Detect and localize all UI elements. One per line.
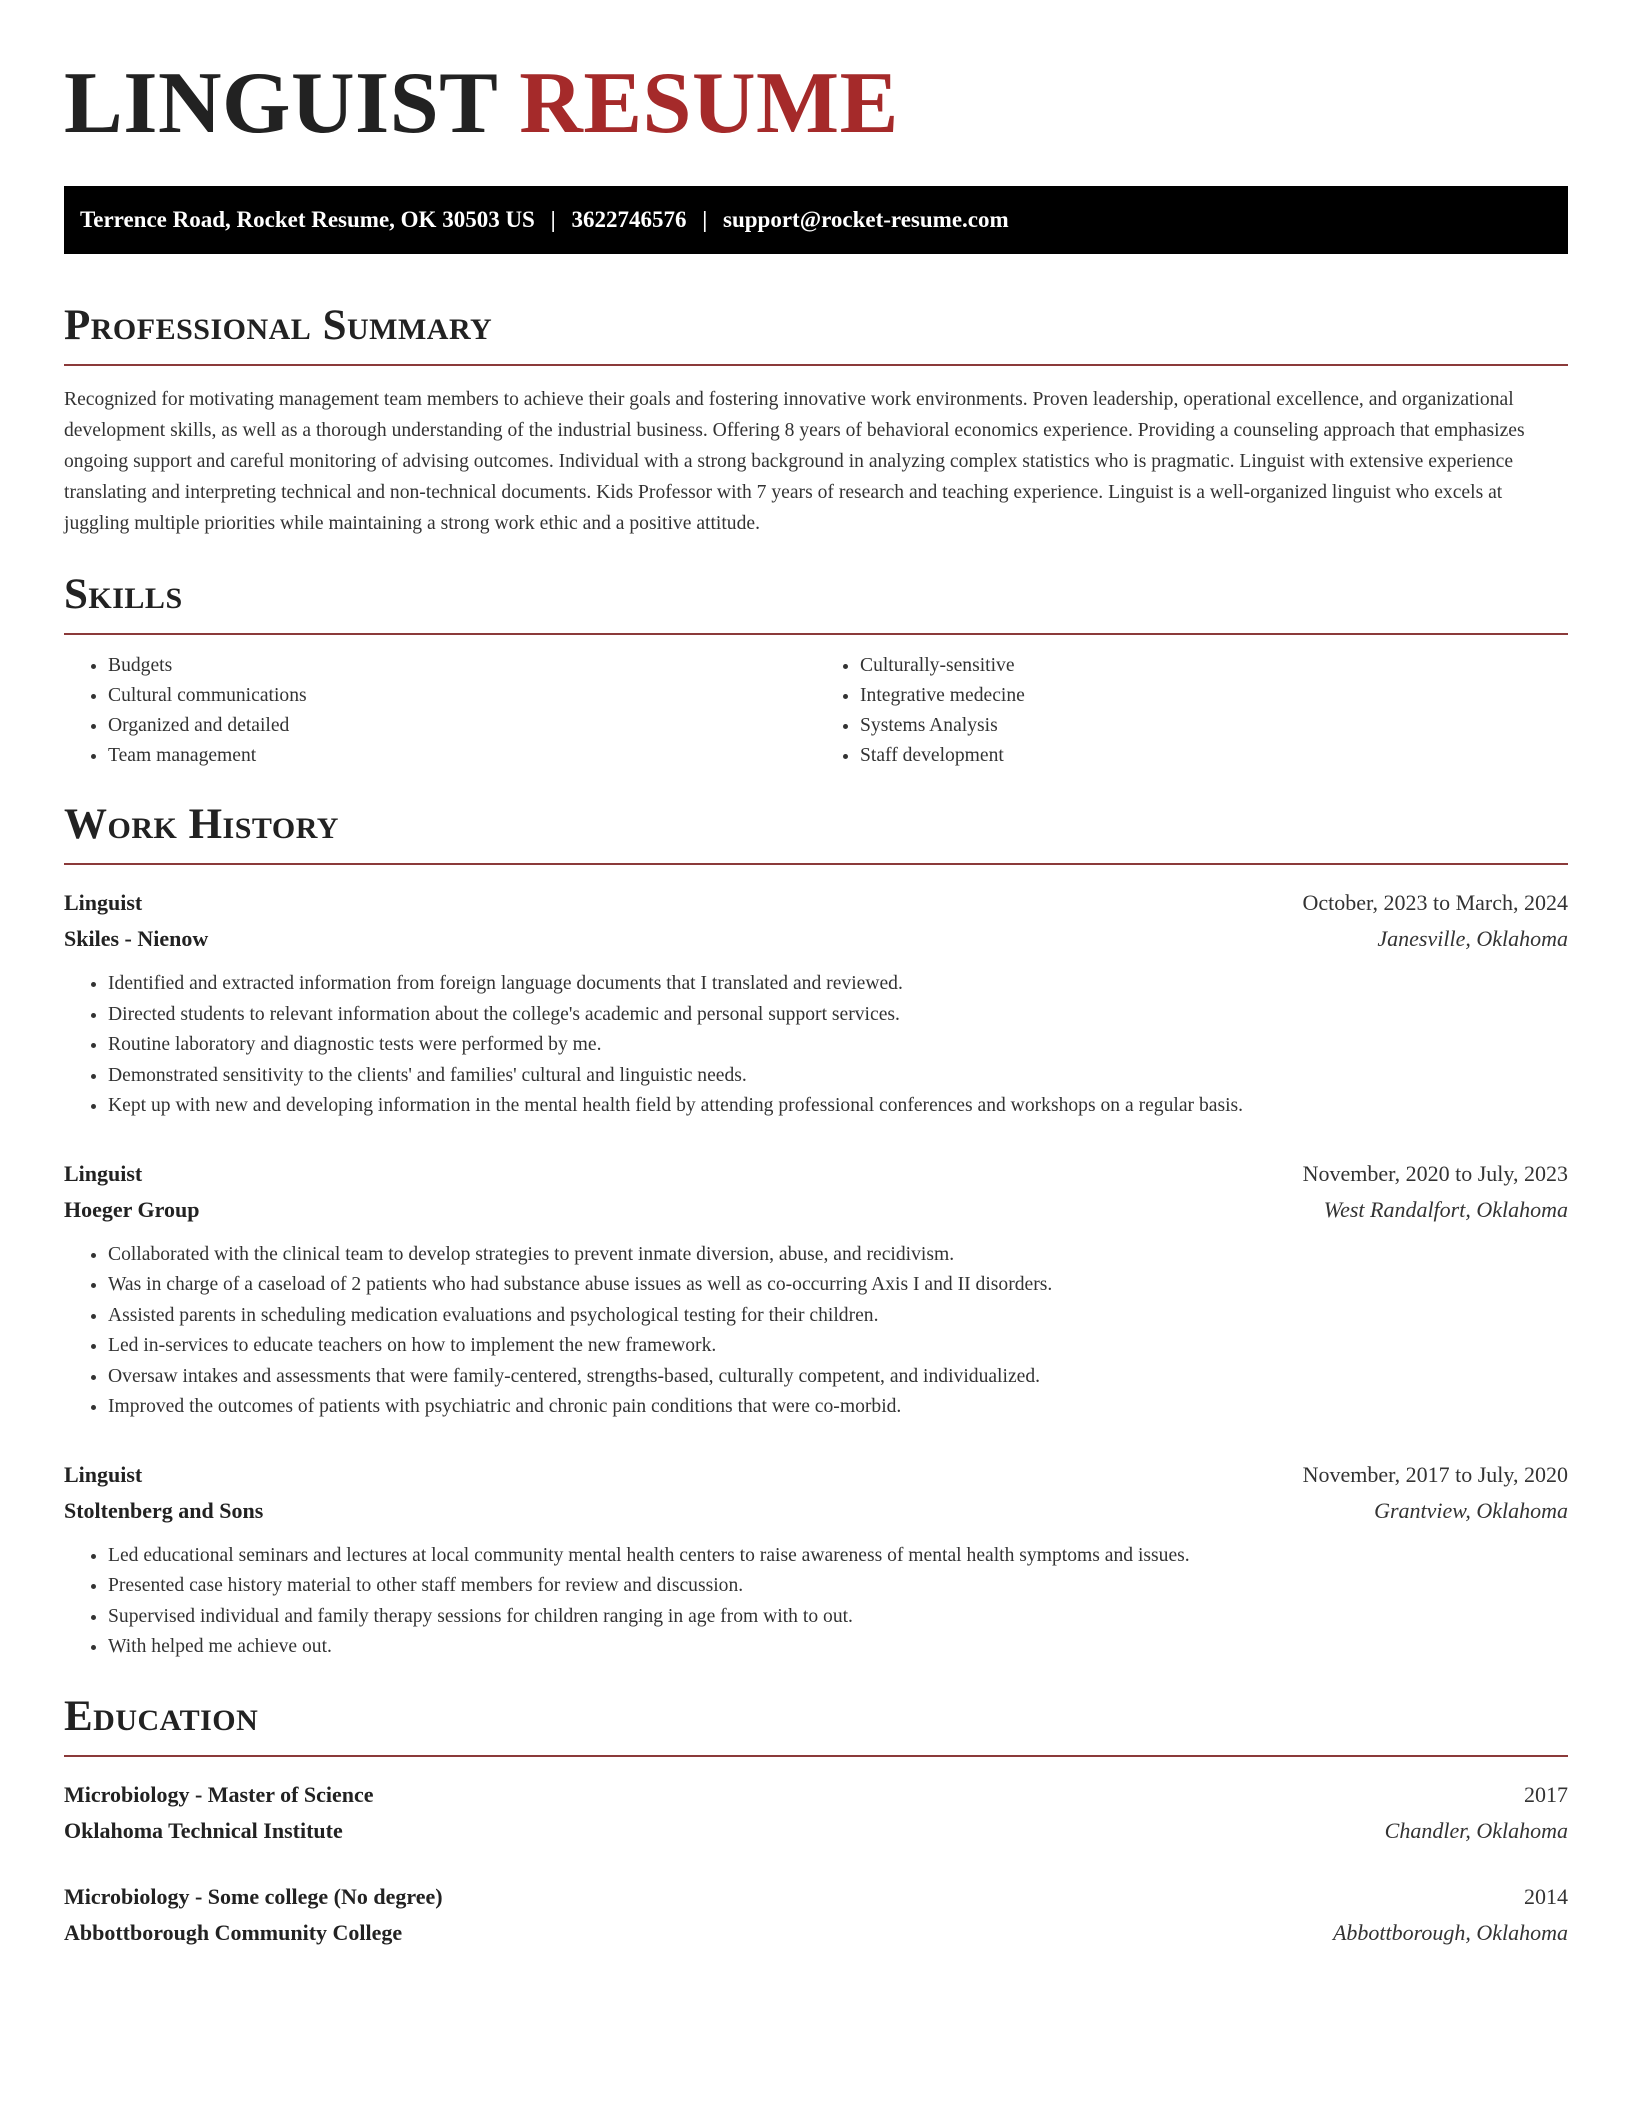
- job-bullet: • Directed students to relevant information about the college's academic and personal support services.: [108, 1000, 1568, 1031]
- job-entry: [64, 885, 1568, 1122]
- education-year: 2017: [1524, 1781, 1568, 1807]
- education-location: Chandler, Oklahoma: [1384, 1817, 1568, 1843]
- section-divider: [64, 364, 1568, 366]
- job-bullet: • Identified and extracted information from foreign language documents that I translated and reviewed.: [108, 969, 1568, 1000]
- education-degree: Microbiology - Some college (No degree): [64, 1883, 443, 1909]
- job-bullet: • Led in-services to educate teachers on how to implement the new framework.: [108, 1331, 1568, 1362]
- job-company: Skiles - Nienow: [64, 926, 209, 951]
- education-year: 2014: [1524, 1883, 1568, 1909]
- education-entry: [64, 1777, 1568, 1849]
- education-location: Abbottborough, Oklahoma: [1332, 1919, 1568, 1945]
- resume-title: [64, 56, 1568, 154]
- skill-item: • Cultural communications: [108, 681, 816, 711]
- education-school: Oklahoma Technical Institute: [64, 1817, 343, 1843]
- skill-item: • Organized and detailed: [108, 711, 816, 741]
- work-history-heading: Work History: [64, 801, 339, 848]
- section-divider: [64, 633, 1568, 635]
- job-location: Grantview, Oklahoma: [1374, 1497, 1568, 1523]
- job-dates: November, 2020 to July, 2023: [1302, 1160, 1568, 1186]
- skills-column-left: [64, 651, 816, 771]
- contact-separator: |: [550, 207, 556, 232]
- skill-item: • Integrative medecine: [860, 681, 1568, 711]
- summary-heading: Professional Summary: [64, 302, 493, 349]
- job-title: Linguist: [64, 1160, 143, 1186]
- skill-item: • Culturally-sensitive: [860, 651, 1568, 681]
- job-bullet: • Was in charge of a caseload of 2 patients who had substance abuse issues as well as co-occurring Axis I and II disorders.: [108, 1270, 1568, 1301]
- job-entry: [64, 1457, 1568, 1663]
- education-school: Abbottborough Community College: [64, 1919, 403, 1945]
- job-bullets: [64, 1541, 1568, 1663]
- job-bullet: • Presented case history material to other staff members for review and discussion.: [108, 1571, 1568, 1602]
- title-word-resume: RESUME: [519, 55, 899, 152]
- title-word-linguist: LINGUIST: [64, 55, 497, 152]
- job-bullet: • Kept up with new and developing information in the mental health field by attending professional conferences and workshops on a regular basis.: [108, 1091, 1568, 1122]
- job-bullet: • Collaborated with the clinical team to develop strategies to prevent inmate diversion, abuse, and recidivism.: [108, 1240, 1568, 1271]
- job-title: Linguist: [64, 1461, 143, 1487]
- job-bullet: • Improved the outcomes of patients with psychiatric and chronic pain conditions that were co-morbid.: [108, 1392, 1568, 1423]
- job-bullet: • Routine laboratory and diagnostic tests were performed by me.: [108, 1030, 1568, 1061]
- summary-text: Recognized for motivating management team members to achieve their goals and fostering innovative work environments. Proven leadership, operational excellence, and organizational development skills, as well as a thorough understanding of the industrial business. Offering 8 years of behavioral economics experience. Providing a counseling approach that emphasizes ongoing support and careful monitoring of advising outcomes. Individual with a strong background in analyzing complex statistics who is pragmatic. Linguist with extensive experience translating and interpreting technical and non-technical documents. Kids Professor with 7 years of research and teaching experience. Linguist is a well-organized linguist who excels at juggling multiple priorities while maintaining a strong work ethic and a positive attitude.: [64, 389, 1525, 534]
- skill-item: • Staff development: [860, 741, 1568, 771]
- job-bullet: • Demonstrated sensitivity to the clients' and families' cultural and linguistic needs.: [108, 1061, 1568, 1092]
- job-company: Hoeger Group: [64, 1196, 200, 1222]
- job-bullet: • Oversaw intakes and assessments that were family-centered, strengths-based, culturally competent, and individualized.: [108, 1362, 1568, 1393]
- job-location: Janesville, Oklahoma: [1377, 926, 1568, 951]
- section-divider: [64, 1755, 1568, 1757]
- education-degree: Microbiology - Master of Science: [64, 1781, 374, 1807]
- job-bullets: [64, 969, 1568, 1122]
- skill-item: • Team management: [108, 741, 816, 771]
- job-bullet: • Supervised individual and family therapy sessions for children ranging in age from with to out.: [108, 1602, 1568, 1633]
- contact-bar: [64, 186, 1568, 254]
- contact-phone: 3622746576: [571, 207, 687, 232]
- job-title: Linguist: [64, 890, 143, 915]
- education-heading: Education: [64, 1692, 259, 1740]
- section-divider: [64, 863, 1568, 865]
- contact-email[interactable]: support@rocket-resume.com: [723, 207, 1009, 232]
- job-bullet: • Led educational seminars and lectures at local community mental health centers to raise awareness of mental health symptoms and issues.: [108, 1541, 1568, 1572]
- contact-address: Terrence Road, Rocket Resume, OK 30503 US: [80, 207, 535, 232]
- contact-separator: |: [702, 207, 708, 232]
- job-location: West Randalfort, Oklahoma: [1323, 1196, 1568, 1222]
- job-dates: October, 2023 to March, 2024: [1302, 890, 1568, 915]
- skills-list: [64, 651, 1568, 771]
- skills-column-right: [816, 651, 1568, 771]
- job-bullet: • Assisted parents in scheduling medication evaluations and psychological testing for their children.: [108, 1301, 1568, 1332]
- job-bullet: • With helped me achieve out.: [108, 1632, 1568, 1663]
- skills-heading: Skills: [64, 571, 183, 618]
- skill-item: • Systems Analysis: [860, 711, 1568, 741]
- job-dates: November, 2017 to July, 2020: [1302, 1461, 1568, 1487]
- education-entry: [64, 1879, 1568, 1951]
- job-company: Stoltenberg and Sons: [64, 1497, 264, 1523]
- skill-item: • Budgets: [108, 651, 816, 681]
- job-bullets: [64, 1240, 1568, 1423]
- job-entry: [64, 1156, 1568, 1423]
